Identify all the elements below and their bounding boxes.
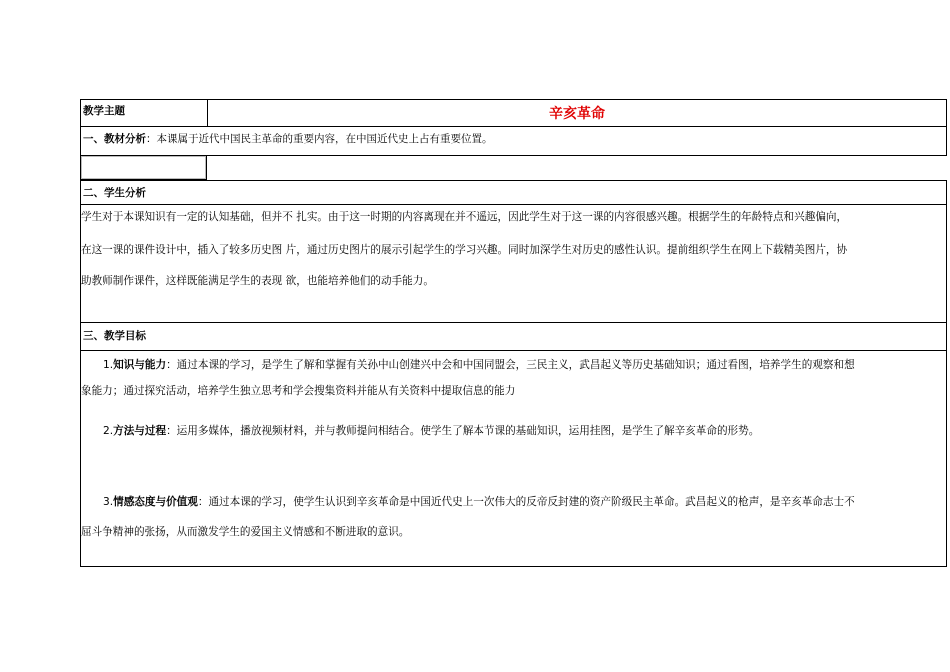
goal-3-label: 情感态度与价值观 (113, 496, 198, 508)
goal-3-line-2: 屈斗争精神的张扬，从而激发学生的爱国主义情感和不断进取的意识。 (81, 526, 410, 538)
goal-2-label: 方法与过程 (113, 425, 167, 437)
lesson-title: 辛亥革命 (549, 106, 605, 122)
material-colon: ： (146, 133, 157, 145)
material-analysis (83, 131, 493, 146)
student-body (80, 205, 947, 323)
title-row (80, 99, 947, 127)
material-text: 本课属于近代中国民主革命的重要内容，在中国近代史上占有重要位置。 (156, 133, 493, 145)
material-row (80, 127, 947, 156)
goals-body (80, 351, 947, 567)
goals-heading-row (80, 323, 947, 351)
lesson-plan-table (80, 99, 947, 567)
goal-1-line-2: 象能力；通过探究活动，培养学生独立思考和学会搜集资料并能从有关资料中提取信息的能力 (81, 385, 516, 397)
goal-2-line-1 (103, 416, 944, 446)
goal-2-text: ：运用多媒体，播放视频材料，并与教师提问相结合。使学生了解本节课的基础知识，运用挂图，是学生了解辛亥革命的形势。 (166, 425, 760, 437)
student-heading-row (80, 180, 947, 205)
topic-label: 教学主题 (83, 105, 125, 117)
goal-1-label: 知识与能力 (113, 359, 167, 371)
goal-3-line-1 (103, 487, 944, 517)
student-line-1: 学生对于本课知识有一定的认知基础，但并不 扎实。由于这一时期的内容离现在并不遥远，因此学生对于这一课的内容很感兴趣。根据学生的年龄特点和兴趣偏向， (81, 211, 848, 223)
goal-2-num: 2. (103, 425, 114, 437)
topic-label-cell (81, 100, 208, 126)
goal-3-text: ：通过本课的学习，使学生认识到辛亥革命是中国近代史上一次伟大的反帝反封建的资产阶级民主革命。武昌起义的枪声，是辛亥革命志士不 (197, 496, 855, 508)
student-heading: 二、学生分析 (83, 187, 146, 199)
goal-1-text: ：通过本课的学习，是学生了解和掌握有关孙中山创建兴中会和中国同盟会，三民主义，武昌起义等历史基础知识；通过看图，培养学生的观察和想 (166, 359, 855, 371)
student-line-3: 助教师制作课件，这样既能满足学生的表现 欲，也能培养他们的动手能力。 (81, 275, 434, 287)
goal-1-num: 1. (103, 359, 114, 371)
material-heading: 一、教材分析 (83, 133, 146, 145)
blank-row (80, 156, 947, 180)
goal-3-num: 3. (103, 496, 114, 508)
student-line-2: 在这一课的课件设计中，插入了较多历史图 片，通过历史图片的展示引起学生的学习兴趣。同时加深学生对历史的感性认识。提前组织学生在网上下载精美图片，协 (81, 244, 848, 256)
blank-cell (80, 156, 207, 180)
goals-heading: 三、教学目标 (83, 330, 146, 342)
